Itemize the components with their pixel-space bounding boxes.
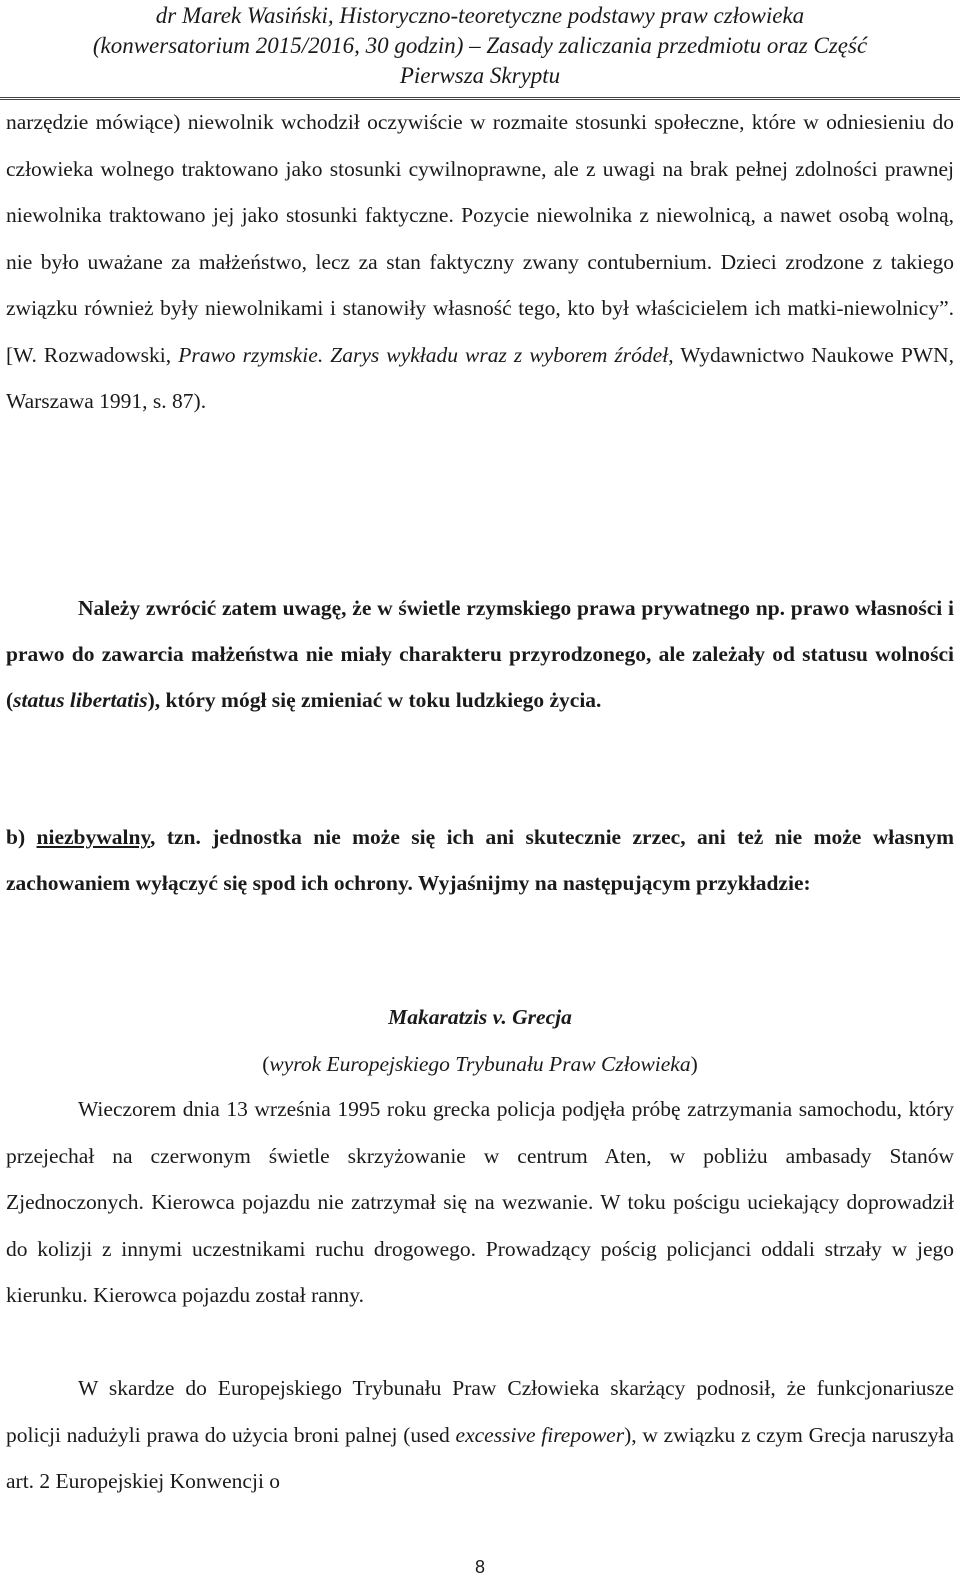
book-title: Prawo rzymskie. Zarys wykładu wraz z wyborem źródeł <box>178 342 669 367</box>
paragraph-text: ), w związku z czym Grecja naruszyła art. 2 Europejskiej Konwencji o <box>6 1422 955 1493</box>
case-heading <box>6 994 954 1088</box>
paragraph-text: Wieczorem dnia 13 września 1995 roku grecka policja podjęła próbę zatrzymania samochodu, który przejechał na czerwonym świetle skrzyżowanie w centrum Aten, w pobliżu ambasady Stanów Zjednoczonych. Kierowca pojazdu nie zatrzymał się na wezwanie. W toku pościgu uciekający doprowadził do kolizji z innymi uczestnikami ruchu drogowego. Prowadzący pościg policjanci oddali strzały w jego kierunku. Kierowca pojazdu został ranny. <box>6 1097 954 1307</box>
running-header <box>0 0 960 91</box>
header-line-2: (konwersatorium 2015/2016, 30 godzin) – Zasady zaliczania przedmiotu oraz Część <box>92 33 868 58</box>
paragraph-text: ), który mógł się zmieniać w toku ludzkiego życia. <box>147 688 602 712</box>
paragraph-inalienable <box>6 814 954 906</box>
case-title: Makaratzis v. Grecja <box>388 1005 572 1029</box>
paragraph-complaint <box>6 1365 954 1505</box>
case-subtitle: (wyrok Europejskiego Trybunału Praw Człowieka) <box>262 1052 698 1076</box>
header-line-3: Pierwsza Skryptu <box>399 63 561 88</box>
page-number: 8 <box>474 1557 485 1577</box>
list-marker: b) <box>6 825 37 849</box>
paragraph-text: W skardze do Europejskiego Trybunału Praw Człowieka skarżący podnosił, że funkcjonariusze policji nadużyli prawa do użycia broni palnej (used <box>6 1376 954 1447</box>
paragraph-text: Należy zwrócić zatem uwagę, że w świetle rzymskiego prawa prywatnego np. prawo własności i prawo do zawarcia małżeństwa nie miały charakteru przyrodzonego, ale zależały od statusu wolności ( <box>6 596 954 712</box>
paragraph-slavery <box>6 99 954 425</box>
paragraph-text: narzędzie mówiące) niewolnik wchodził oczywiście w rozmaite stosunki społeczne, które w odniesieniu do człowieka wolnego traktowano jako stosunki cywilnoprawne, ale z uwagi na brak pełnej zdolności prawnej niewolnika traktowano jej jako stosunki faktyczne. Pozycie niewolnika z niewolnicą, a nawet osobą wolną, nie było uważane za małżeństwo, lecz za stan faktyczny zwany contubernium. Dzieci zrodzone z takiego związku również były niewolnikami i stanowiły własność tego, kto był właścicielem ich matki-niewolnicy”. [W. Rozwadowski, <box>6 110 954 367</box>
paragraph-roman-law <box>6 585 954 723</box>
paragraph-text: , Wydawnictwo Naukowe PWN, Warszawa 1991, s. 87). <box>6 342 954 413</box>
paragraph-facts <box>6 1086 954 1319</box>
paragraph-text: , tzn. jednostka nie może się ich ani skutecznie zrzec, ani też nie może własnym zachowaniem wyłączyć się spod ich ochrony. Wyjaśnijmy na następującym przykładzie: <box>6 825 954 895</box>
english-term: excessive firepower <box>455 1422 625 1447</box>
latin-term: status libertatis <box>13 688 148 712</box>
defined-term: niezbywalny <box>36 825 151 849</box>
header-line-1: dr Marek Wasiński, Historyczno-teoretyczne podstawy praw człowieka <box>155 3 805 28</box>
